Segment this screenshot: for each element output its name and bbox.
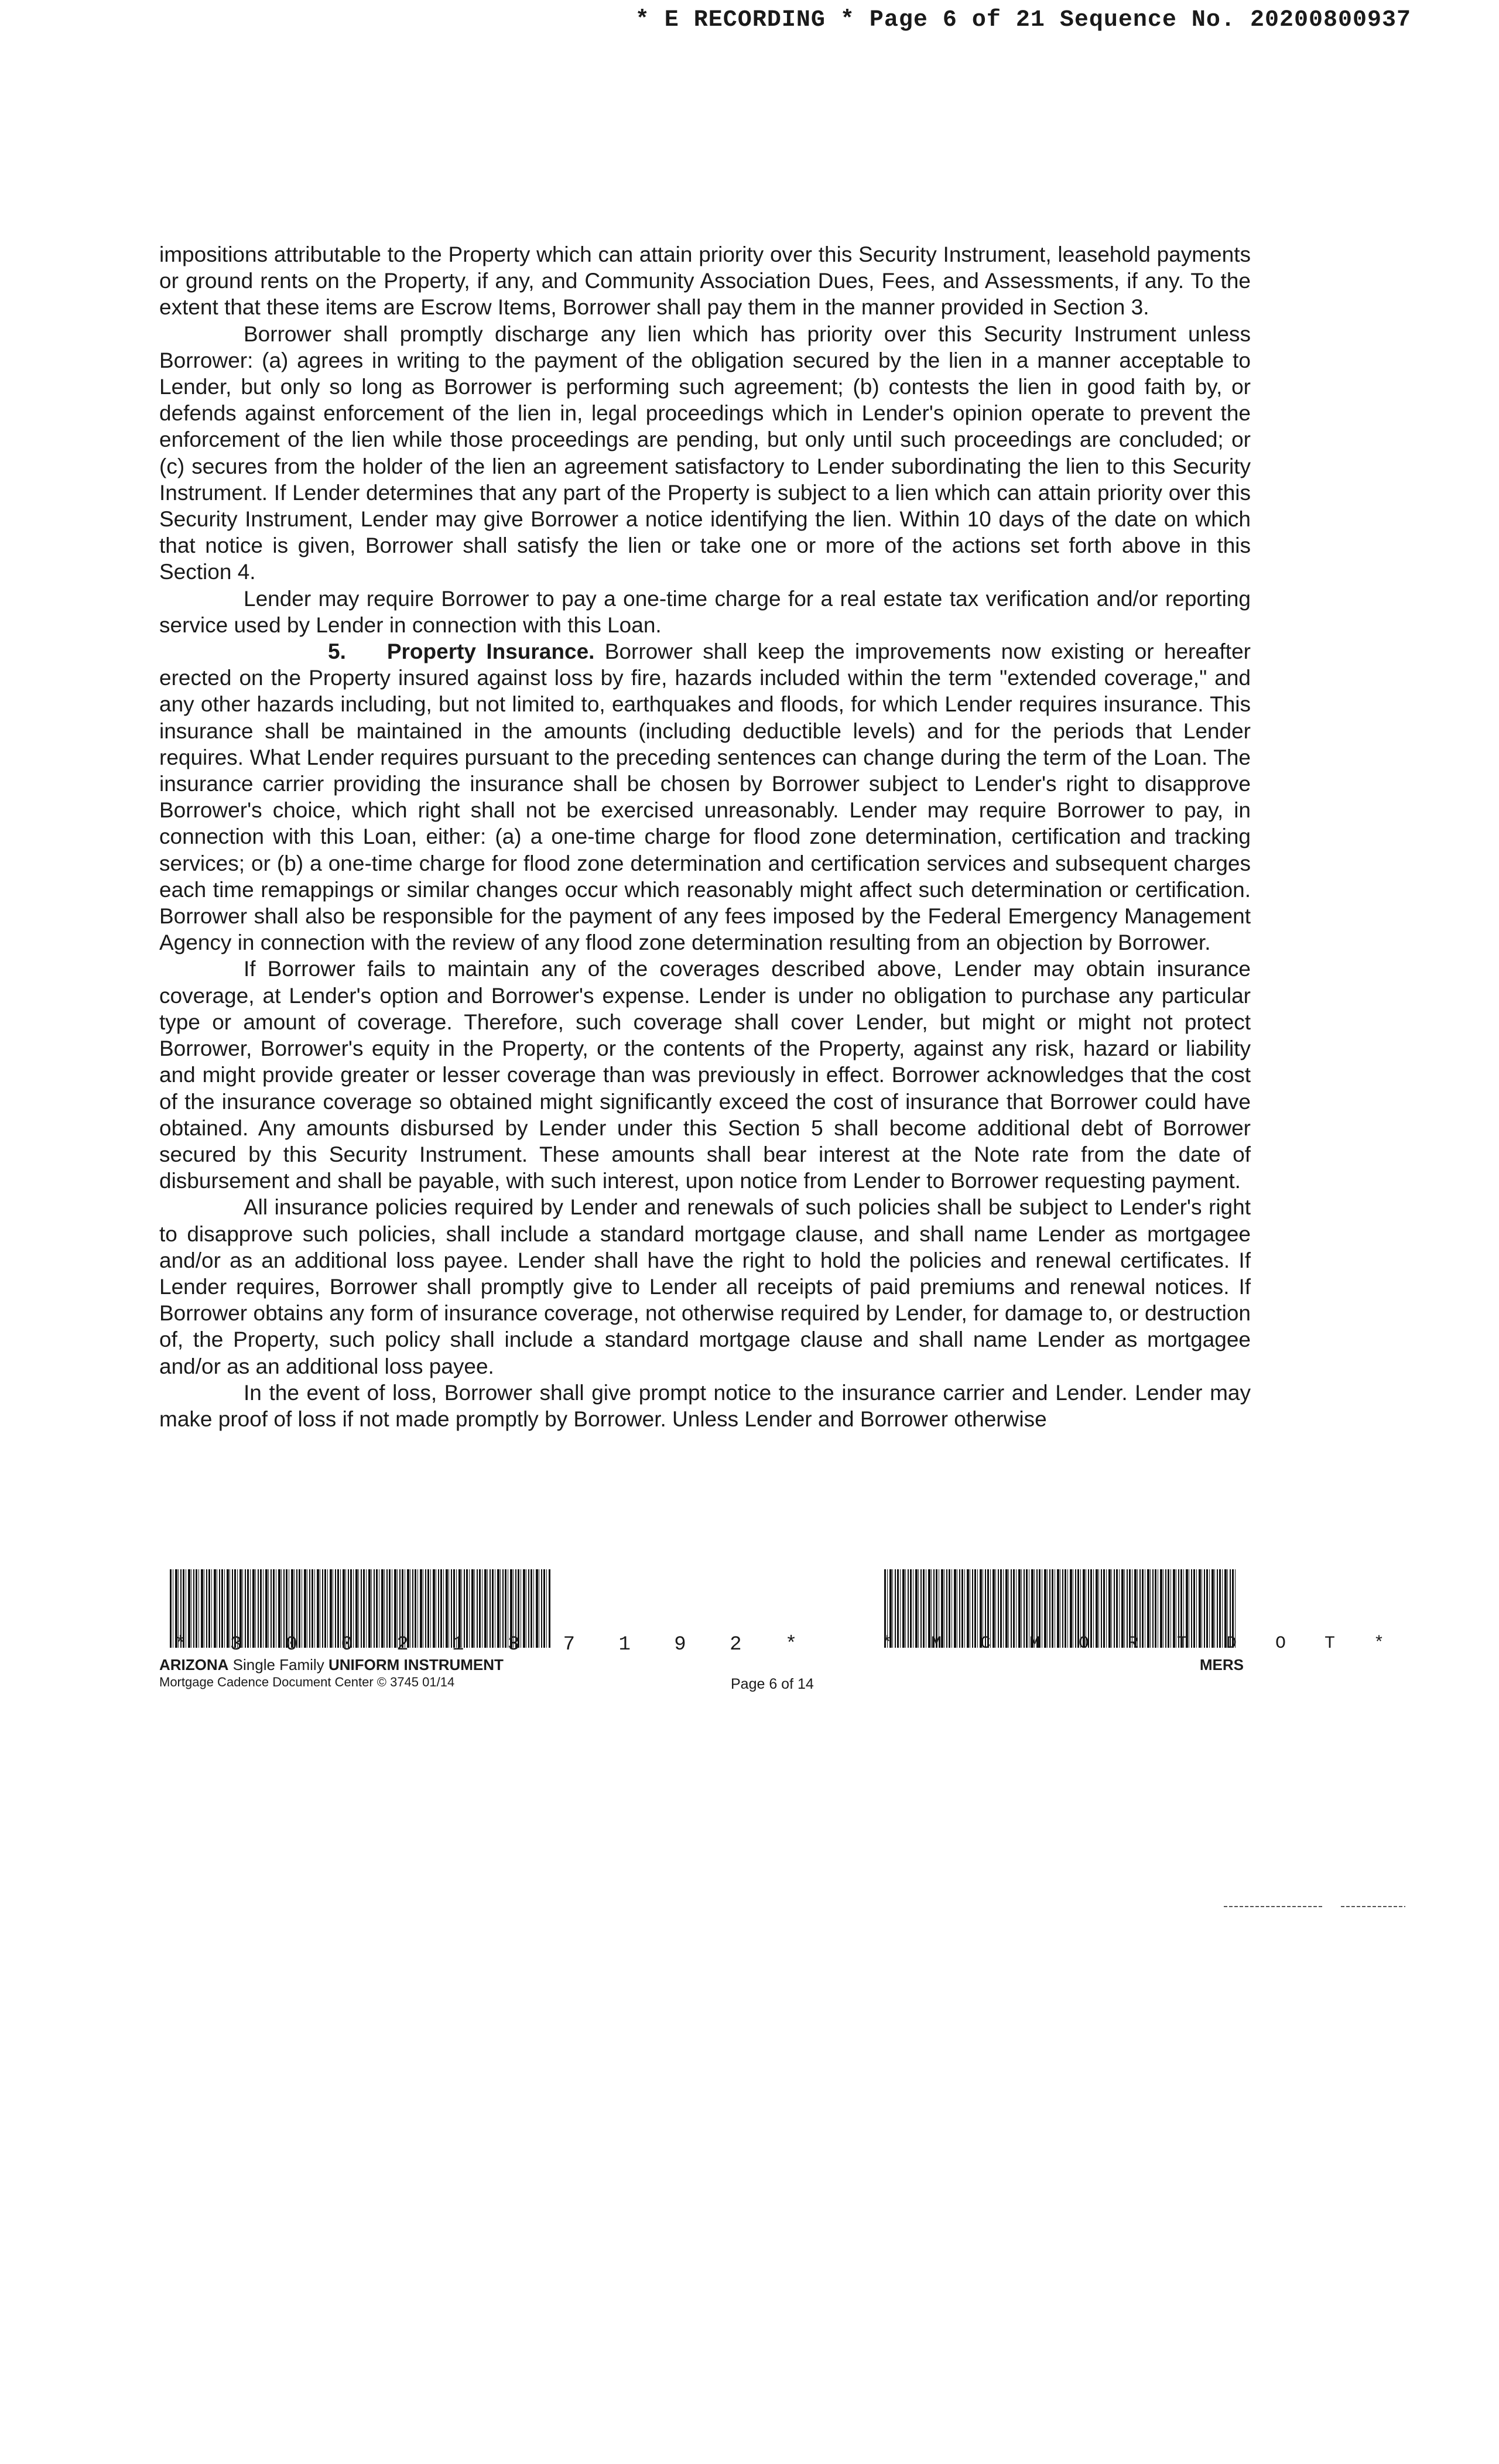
barcode-right-caption: * M C M O R T D O T * bbox=[882, 1634, 1399, 1654]
form-title bbox=[159, 1655, 504, 1675]
scan-mark-right bbox=[1341, 1906, 1405, 1907]
recording-header: * E RECORDING * Page 6 of 21 Sequence No. 20200800937 bbox=[635, 7, 1411, 33]
form-title-end: UNIFORM INSTRUMENT bbox=[328, 1656, 504, 1674]
form-title-mid: Single Family bbox=[228, 1656, 328, 1674]
section-title: Property Insurance. bbox=[386, 639, 595, 664]
paragraph-property-insurance bbox=[159, 638, 1251, 956]
paragraph-insurance-policies: All insurance policies required by Lender and renewals of such policies shall be subject to Lender's right to disapprove such policies, shall include a standard mortgage clause, and shall name Lender as mortgagee and/or as an additional loss payee. Lender shall have the right to hold the policies and renewal certificates. If Lender requires, Borrower shall promptly give to Lender all receipts of paid premiums and renewal notices. If Borrower obtains any form of insurance coverage, not otherwise required by Lender, for damage to, or destruction of, the Property, such policy shall include a standard mortgage clause and shall name Lender as mortgagee and/or as an additional loss payee. bbox=[159, 1195, 1251, 1378]
document-body bbox=[159, 241, 1251, 1432]
section-number: 5. bbox=[328, 639, 346, 664]
form-source: Mortgage Cadence Document Center © 3745 01/14 bbox=[159, 1675, 455, 1689]
section-text: Borrower shall keep the improvements now existing or hereafter erected on the Property insured against loss by fire, hazards included within the term "extended coverage," and any other hazards including, but not limited to, earthquakes and floods, for which Lender requires insurance. This insurance shall be maintained in the amounts (including deductible levels) and for the periods that Lender requires. What Lender requires pursuant to the preceding sentences can change during the term of the Loan. The insurance carrier providing the insurance shall be chosen by Borrower subject to Lender's right to disapprove Borrower's choice, which right shall not be exercised unreasonably. Lender may require Borrower to pay, in connection with this Loan, either: (a) a one-time charge for flood zone determination, certification and tracking services; or (b) a one-time charge for flood zone determination and certification services and subsequent charges each time remappings or similar changes occur which reasonably might affect such determination or certification. Borrower shall also be responsible for the payment of any fees imposed by the Federal Emergency Management Agency in connection with the review of any flood zone determination resulting from an objection by Borrower. bbox=[159, 639, 1251, 955]
paragraph-impositions: impositions attributable to the Property which can attain priority over this Security Instrument, leasehold payments or ground rents on the Property, if any, and Community Association Dues, Fees, and Assessments, if any. To the extent that these items are Escrow Items, Borrower shall pay them in the manner provided in Section 3. bbox=[159, 242, 1251, 320]
paragraph-event-of-loss: In the event of loss, Borrower shall give prompt notice to the insurance carrier and Lender. Lender may make proof of loss if not made promptly by Borrower. Unless Lender and Borrower otherwise bbox=[159, 1380, 1251, 1431]
scan-mark-left bbox=[1224, 1906, 1323, 1907]
form-state: ARIZONA bbox=[159, 1656, 229, 1674]
paragraph-tax-verification: Lender may require Borrower to pay a one-time charge for a real estate tax verification and/or reporting service used by Lender in connection with this Loan. bbox=[159, 586, 1251, 637]
page-number: Page 6 of 14 bbox=[731, 1676, 814, 1692]
paragraph-coverage-failure: If Borrower fails to maintain any of the coverages described above, Lender may obtain insurance coverage, at Lender's option and Borrower's expense. Lender is under no obligation to purchase any particular type or amount of coverage. Therefore, such coverage shall cover Lender, but might or might not protect Borrower, Borrower's equity in the Property, or the contents of the Property, against any risk, hazard or liability and might provide greater or lesser coverage than was previously in effect. Borrower acknowledges that the cost of the insurance coverage so obtained might significantly exceed the cost of insurance that Borrower could have obtained. Any amounts disbursed by Lender under this Section 5 shall become additional debt of Borrower secured by this Security Instrument. These amounts shall bear interest at the Note rate from the date of disbursement and shall be payable, with such interest, upon notice from Lender to Borrower requesting payment. bbox=[159, 957, 1251, 1193]
paragraph-lien-discharge: Borrower shall promptly discharge any lien which has priority over this Security Instrument unless Borrower: (a) agrees in writing to the payment of the obligation secured by the lien in a manner acceptable to Lender, but only so long as Borrower is performing such agreement; (b) contests the lien in good faith by, or defends against enforcement of the lien in, legal proceedings which in Lender's opinion operate to prevent the enforcement of the lien while those proceedings are pending, but only until such proceedings are concluded; or (c) secures from the holder of the lien an agreement satisfactory to Lender subordinating the lien to this Security Instrument. If Lender determines that any part of the Property is subject to a lien which can attain priority over this Security Instrument, Lender may give Borrower a notice identifying the lien. Within 10 days of the date on which that notice is given, Borrower shall satisfy the lien or take one or more of the actions set forth above in this Section 4. bbox=[159, 321, 1251, 584]
barcode-left-caption: * 3 0 0 2 1 3 7 1 9 2 * bbox=[174, 1634, 813, 1656]
mers-label: MERS bbox=[1199, 1656, 1244, 1674]
